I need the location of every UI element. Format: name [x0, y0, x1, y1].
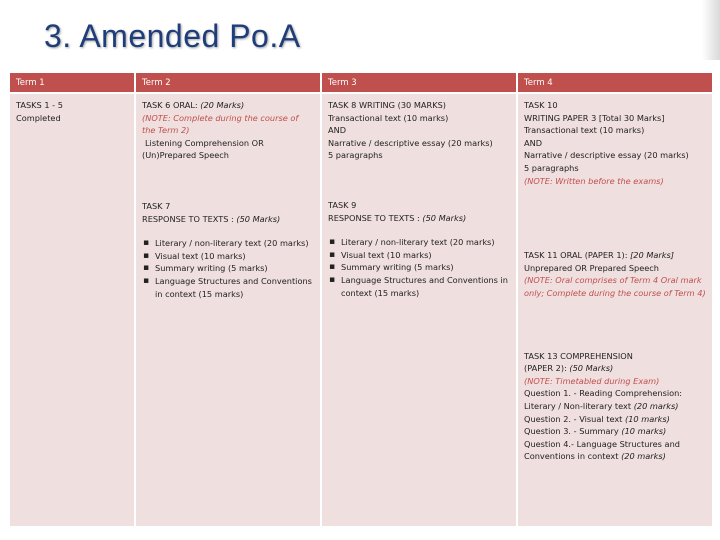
- q1-marks: (20 marks): [633, 400, 679, 411]
- term-1-cell: [9, 93, 135, 527]
- task-13-paper: [524, 362, 706, 375]
- task7-line: RESPONSE TO TEXTS :: [142, 213, 237, 224]
- header-term-1: Term 1: [9, 72, 135, 93]
- task8-line2: AND: [328, 125, 347, 136]
- task11-marks: [20 Marks]: [630, 250, 674, 261]
- task6-line2: (Un)Prepared Speech: [142, 150, 229, 161]
- task9-marks: (50 Marks): [422, 212, 467, 223]
- task9-title: TASK 9: [328, 199, 357, 210]
- task7-bullet-list: [142, 237, 314, 300]
- task-7-line: [142, 213, 314, 226]
- list-item: ▪ Summary writing (5 marks): [341, 261, 510, 274]
- task13-title: TASK 13 COMPREHENSION: [524, 350, 633, 361]
- question-3: [524, 425, 706, 438]
- task-6: [142, 99, 314, 112]
- list-item: ▪ Visual text (10 marks): [155, 250, 314, 263]
- list-item: ▪ Language Structures and Conventions in context (15 marks): [341, 274, 510, 299]
- header-term-4: Term 4: [517, 72, 713, 93]
- q1-text: Literary / Non-literary text: [524, 400, 634, 411]
- question-1: [524, 400, 706, 413]
- term-4-cell: [517, 93, 713, 527]
- task7-title: TASK 7: [142, 200, 171, 211]
- task13-marks: (50 Marks): [569, 363, 614, 374]
- task10-line4: Narrative / descriptive essay (20 marks): [524, 150, 689, 161]
- header-term-3: Term 3: [321, 72, 517, 93]
- slide-corner-shade: [702, 0, 720, 60]
- term-2-cell: [135, 93, 321, 527]
- task6-title: TASK 6 ORAL:: [142, 100, 201, 110]
- task7-marks: (50 Marks): [236, 213, 281, 224]
- table-row: [9, 93, 713, 527]
- task10-line2: Transactional text (10 marks): [524, 125, 645, 136]
- task-11-heading: [524, 249, 706, 262]
- list-item: ▪ Visual text (10 marks): [341, 249, 510, 262]
- question-2: [524, 413, 706, 426]
- term1-status: Completed: [16, 112, 61, 123]
- task8-line1: Transactional text (10 marks): [328, 112, 449, 123]
- task13-note: (NOTE: Timetabled during Exam): [524, 375, 660, 386]
- q2-marks: (10 marks): [625, 413, 670, 424]
- task13-paper: (PAPER 2):: [524, 363, 570, 374]
- task8-line3: Narrative / descriptive essay (20 marks): [328, 137, 493, 148]
- task10-note: (NOTE: Written before the exams): [524, 175, 664, 186]
- header-row: [9, 72, 713, 93]
- task8-title: TASK 8 WRITING (30 MARKS): [328, 100, 446, 110]
- task10-line5: 5 paragraphs: [524, 162, 579, 173]
- question-4: [524, 438, 706, 463]
- q4-text: Question 4.- Language Structures and Conventions in context: [524, 438, 680, 462]
- q1-label: Question 1. - Reading Comprehension:: [524, 388, 683, 399]
- q2-text: Question 2. - Visual text: [524, 413, 625, 424]
- task10-line1: WRITING PAPER 3 [Total 30 Marks]: [524, 112, 665, 123]
- list-item: ▪ Summary writing (5 marks): [155, 262, 314, 275]
- task-9-line: [328, 212, 510, 225]
- plan-of-assessment-table: [8, 71, 714, 528]
- task11-line: Unprepared OR Prepared Speech: [524, 262, 659, 273]
- list-item: ▪ Literary / non-literary text (20 marks): [341, 236, 510, 249]
- task11-title: TASK 11 ORAL (PAPER 1):: [524, 250, 631, 261]
- q3-marks: (10 marks): [621, 426, 667, 437]
- header-term-2: Term 2: [135, 72, 321, 93]
- task6-marks: (20 Marks): [200, 100, 245, 110]
- task10-line3: AND: [524, 137, 543, 148]
- q4-marks: (20 marks): [621, 451, 666, 462]
- list-item: ▪ Literary / non-literary text (20 marks): [155, 237, 314, 250]
- task9-line: RESPONSE TO TEXTS :: [328, 212, 423, 223]
- task11-note: (NOTE: Oral comprises of Term 4 Oral mark only; Complete during the course of Term 4): [524, 275, 706, 298]
- task6-line1: Listening Comprehension OR: [145, 137, 264, 148]
- term1-task: TASKS 1 - 5: [16, 100, 63, 110]
- slide-title: 3. Amended Po.A: [44, 18, 301, 54]
- task6-note: (NOTE: Complete during the course of the Term 2): [142, 112, 299, 136]
- term-3-cell: [321, 93, 517, 527]
- list-item: ▪ Language Structures and Conventions in context (15 marks): [155, 275, 314, 300]
- task9-bullet-list: [328, 236, 510, 299]
- q3-text: Question 3. - Summary: [524, 426, 622, 437]
- task10-title: TASK 10: [524, 100, 558, 110]
- task8-line4: 5 paragraphs: [328, 150, 383, 161]
